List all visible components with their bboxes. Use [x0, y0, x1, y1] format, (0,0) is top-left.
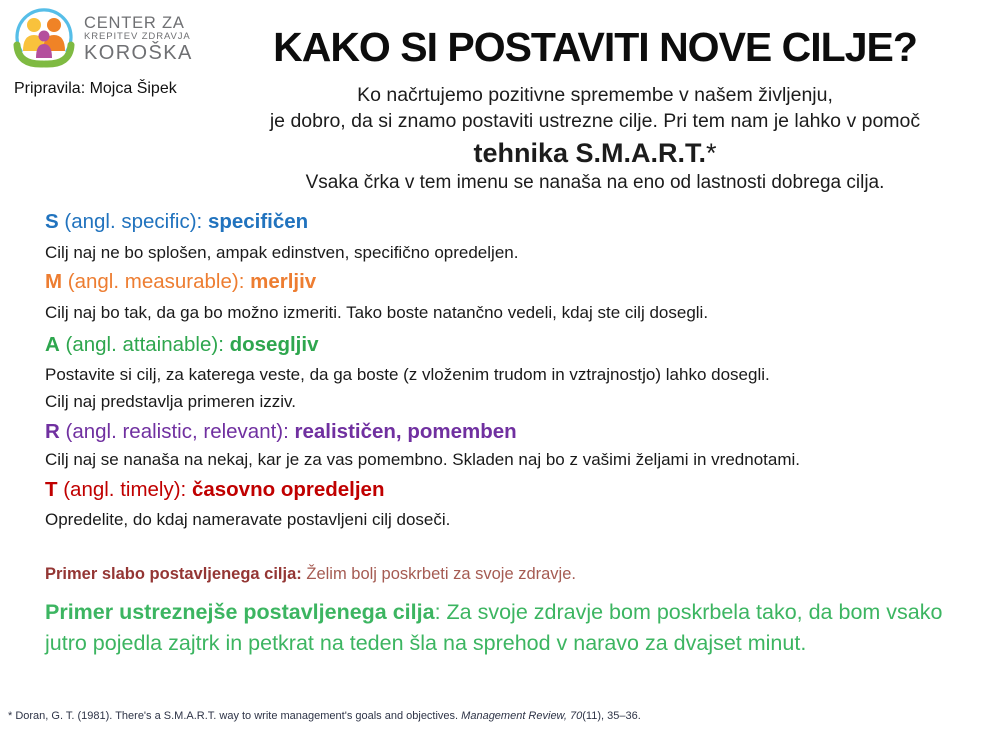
technique-subtitle: Vsaka črka v tem imenu se nanaša na eno od lastnosti dobrega cilja.: [305, 172, 885, 193]
smart-heading-r: [45, 420, 517, 444]
smart-slovene-s: specifičen: [207, 210, 309, 233]
technique-title: [190, 138, 1000, 169]
bad-goal-example: [45, 565, 576, 584]
smart-letter-m: M: [45, 270, 63, 293]
smart-english-t: (angl. timely):: [57, 478, 192, 501]
smart-english-s: (angl. specific):: [58, 210, 208, 233]
org-logo: [10, 5, 193, 73]
org-name-line2: KREPITEV ZDRAVJA: [84, 31, 191, 43]
smart-letter-a: A: [45, 333, 60, 356]
good-goal-label: Primer ustreznejše postavljenega cilja: [45, 600, 435, 624]
org-name-line1: CENTER ZA: [84, 13, 185, 32]
smart-slovene-t: časovno opredeljen: [191, 478, 385, 501]
footnote-prefix: * Doran, G. T. (1981). There's a S.M.A.R.T. way to write management's goals and objectives.: [8, 710, 462, 722]
smart-heading-a: [45, 333, 318, 357]
smart-letter-s: S: [45, 210, 59, 233]
smart-slovene-a: dosegljiv: [229, 333, 319, 356]
smart-desc-t: Opredelite, do kdaj nameravate postavljeni cilj doseči.: [45, 510, 451, 529]
footnote-citation: [8, 710, 641, 722]
technique-name: tehnika S.M.A.R.T.: [473, 138, 707, 168]
smart-slovene-m: merljiv: [250, 270, 317, 293]
good-goal-colon: :: [434, 600, 447, 624]
smart-desc-a-1: Postavite si cilj, za katerega veste, da ga boste (z vloženim trudom in vztrajnostjo) lahko dosegli.: [45, 365, 770, 384]
smart-letter-t: T: [45, 478, 58, 501]
good-goal-example: [45, 597, 965, 659]
smart-heading-m: [45, 270, 316, 294]
smart-desc-s: Cilj naj ne bo splošen, ampak edinstven, specifično opredeljen.: [45, 243, 519, 262]
technique-asterisk: *: [706, 138, 717, 168]
smart-english-m: (angl. measurable):: [62, 270, 251, 293]
intro-line-2: je dobro, da si znamo postaviti ustrezne cilje. Pri tem nam je lahko v pomoč: [269, 110, 921, 132]
good-goal-text: Za svoje zdravje bom poskrbela tako, da bom vsako jutro pojedla zajtrk in petkrat na teden šla na sprehod v naravo za dvajset minut.: [45, 600, 943, 655]
bad-goal-text: Želim bolj poskrbeti za svoje zdravje.: [306, 565, 576, 583]
smart-desc-r: Cilj naj se nanaša na nekaj, kar je za vas pomembno. Skladen naj bo z vašimi željami in vrednotami.: [45, 450, 800, 469]
footnote-journal: Management Review, 70: [461, 710, 583, 722]
smart-desc-m: Cilj naj bo tak, da ga bo možno izmeriti. Tako boste natančno vedeli, kdaj ste cilj dosegli.: [45, 303, 709, 322]
smart-desc-a-2: Cilj naj predstavlja primeren izziv.: [45, 392, 296, 411]
smart-slovene-r: realističen, pomemben: [294, 420, 517, 443]
smart-heading-t: [45, 478, 384, 502]
org-name-line3: KOROŠKA: [84, 42, 193, 65]
smart-letter-r: R: [45, 420, 60, 443]
smart-english-r: (angl. realistic, relevant):: [59, 420, 295, 443]
bad-goal-label: Primer slabo postavljenega cilja:: [45, 565, 307, 583]
org-name: [84, 15, 193, 64]
intro-line-1: Ko načrtujemo pozitivne spremembe v našem življenju,: [357, 84, 833, 106]
family-logo-icon: [10, 5, 78, 73]
page-title: KAKO SI POSTAVITI NOVE CILJE?: [273, 24, 917, 70]
smart-heading-s: [45, 210, 308, 234]
footnote-suffix: (11), 35–36.: [582, 710, 641, 722]
prepared-by: Pripravila: Mojca Šipek: [14, 80, 177, 97]
smart-english-a: (angl. attainable):: [59, 333, 230, 356]
